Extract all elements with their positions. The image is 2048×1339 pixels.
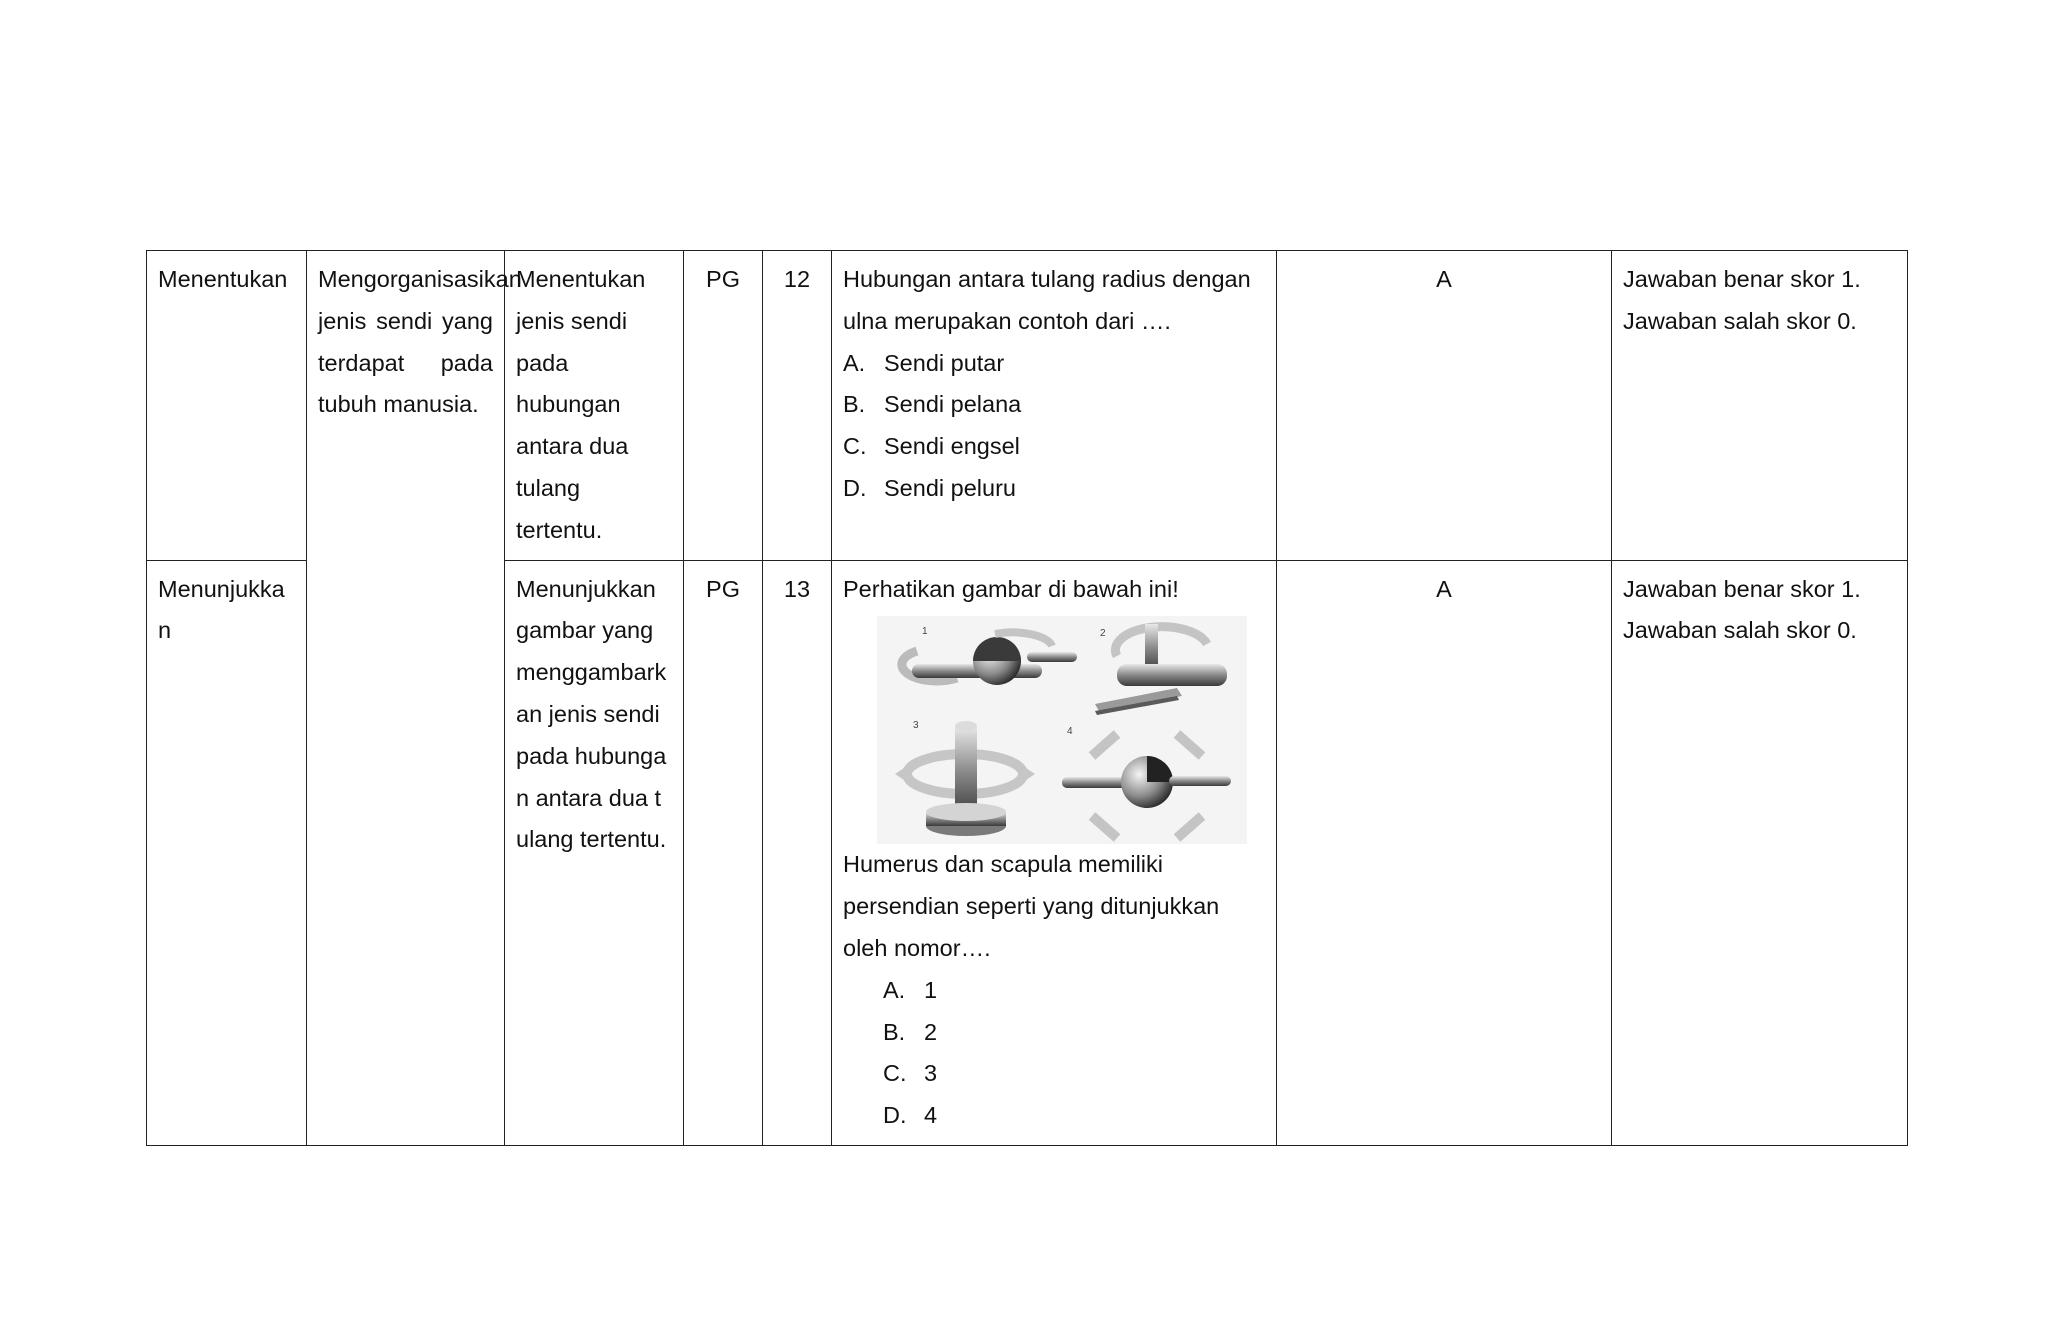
option-a: A. Sendi putar: [843, 349, 1005, 376]
question-intro-text: Perhatikan gambar di bawah ini!: [843, 575, 1179, 602]
score-correct-text: Jawaban benar skor 1.: [1623, 575, 1861, 602]
scoring-cell: [1612, 251, 1908, 561]
indicator-cell: Menentukan jenis sendi pada hubungan antara dua tulang tertentu.: [505, 251, 684, 561]
figure-number-4: 4: [1067, 726, 1073, 738]
scoring-cell: [1612, 560, 1908, 1145]
table-row: [147, 251, 1908, 561]
answer-key-cell: A: [1277, 251, 1612, 561]
question-type-cell: PG: [684, 560, 763, 1145]
answer-key-cell: A: [1277, 560, 1612, 1145]
option-d: D. Sendi peluru: [843, 474, 1016, 501]
option-b: B. Sendi pelana: [843, 391, 1022, 418]
question-cell: [832, 560, 1277, 1145]
joint-types-figure: [877, 616, 1247, 844]
question-number-cell: 13: [763, 560, 832, 1145]
question-cell: [832, 251, 1277, 561]
verb-cell: Menentukan: [147, 251, 307, 561]
option-c: C. 3: [883, 1060, 938, 1087]
option-c: C. Sendi engsel: [843, 433, 1020, 460]
question-number-cell: 12: [763, 251, 832, 561]
option-a: A. 1: [883, 976, 938, 1003]
option-d: D. 4: [883, 1102, 938, 1129]
score-correct-text: Jawaban benar skor 1.: [1623, 266, 1861, 292]
question-grid-table: [146, 250, 1908, 1146]
figure-number-1: 1: [922, 626, 928, 638]
question-type-cell: PG: [684, 251, 763, 561]
competency-cell: Mengorganisasikan jenis sendi yang terdapat pada tubuh manusia.: [307, 251, 505, 1146]
score-wrong-text: Jawaban salah skor 0.: [1623, 307, 1857, 334]
figure-number-2: 2: [1100, 628, 1106, 640]
indicator-cell: Menunjukkan gambar yang menggambarkan jenis sendi pada hubungan antara dua tulang tertentu.: [505, 560, 684, 1145]
figure-number-3: 3: [913, 720, 919, 732]
question-text: Hubungan antara tulang radius dengan ulna merupakan contoh dari ….: [843, 266, 1251, 334]
question-text: Humerus dan scapula memiliki persendian seperti yang ditunjukkan oleh nomor….: [843, 851, 1220, 961]
option-b: B. 2: [883, 1018, 938, 1045]
verb-cell: Menunjukkan: [147, 560, 307, 1145]
score-wrong-text: Jawaban salah skor 0.: [1623, 617, 1857, 644]
